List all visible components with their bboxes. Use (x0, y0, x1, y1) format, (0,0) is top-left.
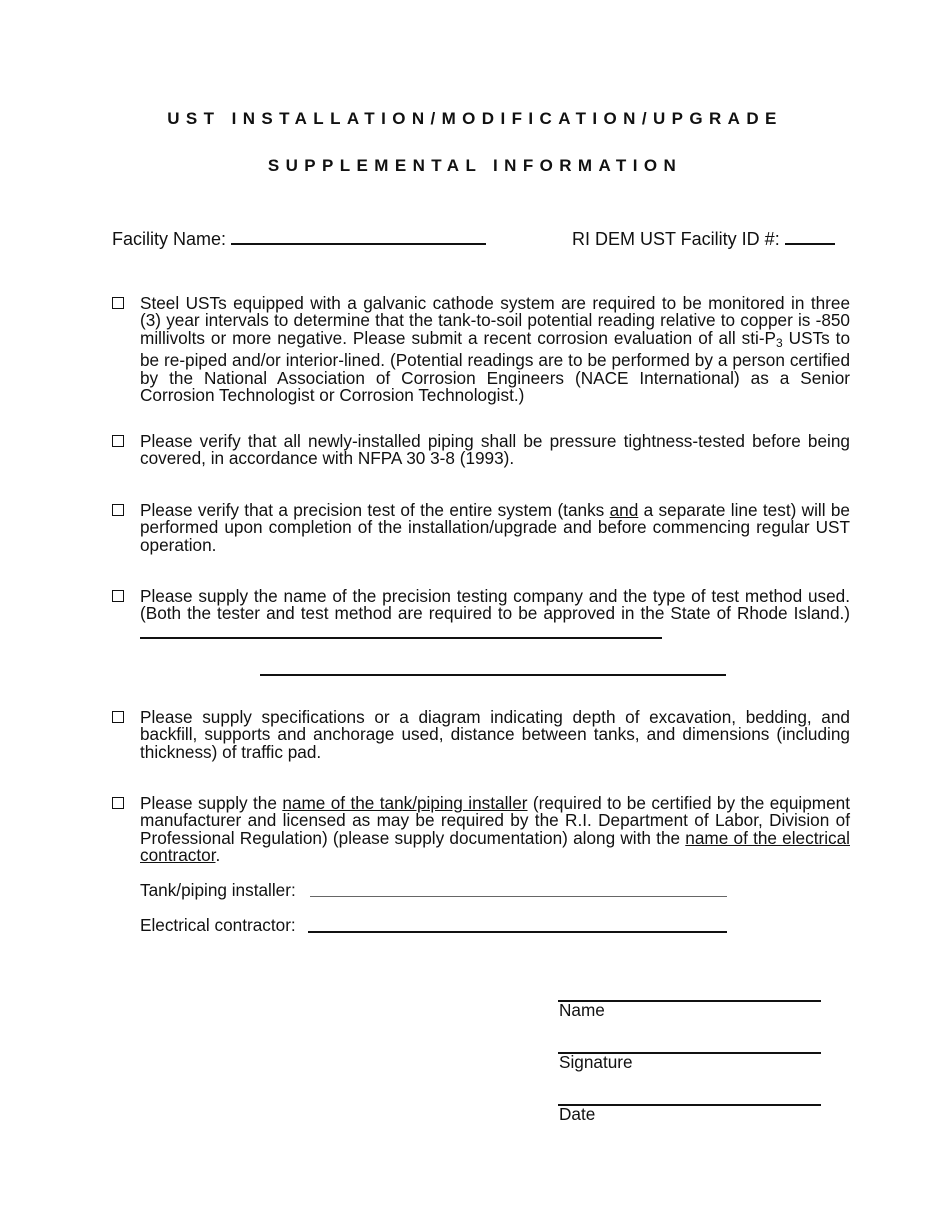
precision-test-item (112, 502, 850, 554)
name-label: Name (559, 1000, 605, 1020)
precision-test-checkbox[interactable] (112, 504, 124, 516)
tank-installer-label: Tank/piping installer: (140, 880, 296, 900)
date-line[interactable] (558, 1104, 821, 1106)
specifications-item (112, 709, 850, 761)
testing-company-checkbox[interactable] (112, 590, 124, 602)
facility-id-row (572, 225, 835, 250)
form-title: UST INSTALLATION/MODIFICATION/UPGRADE (167, 109, 783, 128)
precision-test-text: Please verify that a precision test of the entire system (tanks and a separate line test) will be performed upon completion of the installation/upgrade and before commencing regular UST operation. (140, 500, 850, 555)
testing-method-input[interactable] (260, 674, 726, 676)
installer-checkbox[interactable] (112, 797, 124, 809)
facility-name-input[interactable] (231, 225, 486, 245)
testing-company-text: Please supply the name of the precision testing company and the type of test method used. (Both the tester and test method are required to be approved in the State of Rhode Island.) (140, 588, 850, 642)
steel-ust-checkbox[interactable] (112, 297, 124, 309)
installer-item (112, 795, 850, 865)
piping-test-item (112, 433, 850, 468)
specifications-text: Please supply specifications or a diagram indicating depth of excavation, bedding, and backfill, supports and anchorage used, distance between tanks, and dimensions (including thickness) of traffic pad. (140, 707, 850, 762)
signature-label: Signature (559, 1052, 633, 1072)
tank-installer-input[interactable] (310, 896, 727, 897)
date-label: Date (559, 1104, 596, 1124)
facility-id-label: RI DEM UST Facility ID #: (572, 229, 780, 249)
steel-ust-text: Steel USTs equipped with a galvanic cathode system are required to be monitored in three (3) year intervals to determine that the tank-to-soil potential reading relative to copper is -850 millivolts or more negative. Please submit a recent corrosion evaluation of all sti-$P_3$ USTs to be re-piped and/or interior-lined. (Potential readings are to be performed by a person certified by the National Association of Corrosion Engineers (NACE International) as a Senior Corrosion Technologist or Corrosion Technologist.) (140, 293, 851, 406)
specifications-checkbox[interactable] (112, 711, 124, 723)
form-subtitle: SUPPLEMENTAL INFORMATION (267, 156, 683, 175)
electrical-contractor-label: Electrical contractor: (140, 915, 296, 935)
piping-test-checkbox[interactable] (112, 435, 124, 447)
testing-company-input[interactable] (140, 623, 662, 639)
facility-id-input[interactable] (785, 225, 835, 245)
piping-test-text: Please verify that all newly-installed piping shall be pressure tightness-tested before being covered, in accordance with NFPA 30 3-8 (1993). (140, 431, 850, 469)
electrical-contractor-input[interactable] (308, 931, 727, 933)
facility-name-label: Facility Name: (112, 229, 227, 249)
facility-name-row (112, 225, 486, 250)
installer-text: Please supply the name of the tank/piping installer (required to be certified by the equipment manufacturer and licensed as may be required by the R.I. Department of Labor, Division of Professional Regulation) (please supply documentation) along with the name of the electrical contractor. (140, 793, 850, 866)
testing-company-item (112, 588, 850, 642)
steel-ust-item (112, 295, 850, 404)
